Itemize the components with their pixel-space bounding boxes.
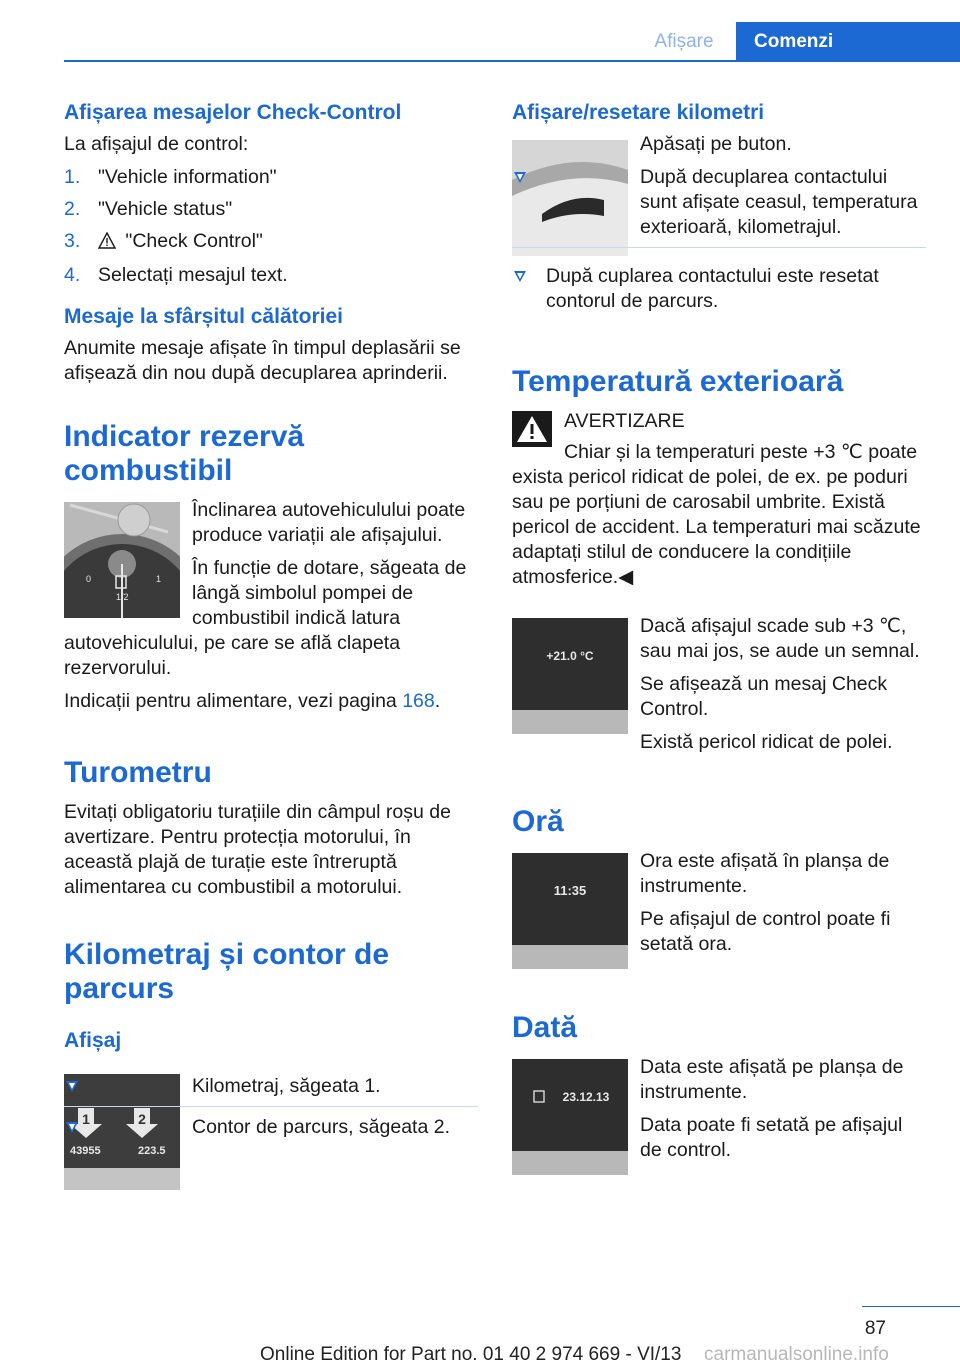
gauge-label-full: 1: [156, 574, 162, 584]
header-tab-chapter: Comenzi: [736, 22, 960, 62]
footer-rule: [862, 1306, 960, 1307]
date-value: 23.12.13: [562, 1090, 610, 1104]
right-column: [512, 100, 926, 1183]
page-link[interactable]: 168: [402, 690, 435, 712]
trip-end-text: Anumite mesaje afișate în timpul deplasării se afișează din nou după decuplarea aprinderii.: [64, 337, 461, 384]
warning-text: Chiar și la temperaturi peste +3 ℃ poate exista pericol ridicat de polei, de ex. pe poduri sau pe porțiuni de carosabil umbrite. Există pericol de accident. La temperaturi mai scăzute adaptați stilul de conducere la condițiile atmosferice.◀: [512, 441, 921, 588]
list-item: [386, 264, 926, 321]
gauge-label-half: 1/2: [116, 592, 129, 602]
clock-p1: Ora este afișată în planșa de instrumente.: [640, 850, 890, 897]
step-text: "Vehicle information": [98, 166, 277, 188]
item-text: După cuplarea contactului este resetat contorul de parcurs.: [546, 265, 879, 312]
temperature-value: +21.0 °C: [546, 649, 594, 663]
clock-title: Oră: [512, 805, 564, 838]
fuel-p3: [64, 689, 478, 714]
fuel-p3-end: .: [434, 690, 441, 712]
warning-icon: [512, 411, 552, 447]
clock-p2: Pe afișajul de control poate fi setată ora.: [640, 908, 891, 955]
header-rule: [64, 60, 960, 62]
odometer-value: 43955: [70, 1145, 101, 1157]
temp-p2: Se afișează un mesaj Check Control.: [640, 673, 888, 720]
reset-title: Afișare/resetare kilometri: [512, 101, 765, 124]
date-title: Dată: [512, 1011, 578, 1044]
item-text: Contor de parcurs, săgeata 2.: [192, 1116, 450, 1138]
arrow-label-1: 1: [82, 1111, 90, 1127]
temperature-display-image: [512, 618, 628, 734]
odo-list: [64, 1060, 478, 1147]
warning-block: [512, 409, 926, 434]
item-text: După decuplarea contactului sunt afișate ceasul, temperatura exterioară, kilometrajul.: [640, 166, 918, 238]
temp-p3: Există pericol ridicat de polei.: [640, 731, 893, 753]
edition-line: Online Edition for Part no. 01 40 2 974 669 - VI/13: [260, 1344, 682, 1365]
list-item: [64, 1074, 478, 1107]
list-item: [64, 1115, 478, 1147]
date-p2: Data poate fi setată pe afișajul de control.: [640, 1114, 903, 1161]
list-item: [64, 165, 478, 190]
list-item: [64, 197, 478, 222]
check-control-intro: La afișajul de control:: [64, 133, 249, 155]
fuel-title: Indicator rezervă combustibil: [64, 420, 305, 487]
reset-p1: Apăsați pe buton.: [640, 133, 792, 155]
triangle-bullet-icon: [66, 1122, 78, 1133]
header-tab-section: Afișare: [654, 31, 714, 52]
triangle-bullet-icon: [66, 1081, 78, 1092]
fuel-p2: În funcție de dotare, săgeata de lângă simbolul pompei de combustibil indică latura autovehiculului, pe care se află clapeta rezervorului.: [64, 557, 467, 679]
trip-end-title: Mesaje la sfârșitul călătoriei: [64, 305, 343, 328]
step-number: 1.: [64, 166, 81, 188]
watermark: carmanualsonline.info: [704, 1344, 889, 1365]
step-number: 4.: [64, 264, 81, 286]
tacho-title: Turometru: [64, 756, 212, 789]
page-number: 87: [864, 1318, 886, 1339]
fuel-p1: Înclinarea autovehiculului poate produce variații ale afișajului.: [192, 499, 466, 546]
list-item: [512, 165, 926, 248]
item-text: Kilometraj, săgeata 1.: [192, 1075, 381, 1097]
check-control-title: Afișarea mesajelor Check-Control: [64, 101, 402, 124]
odo-title: Kilometraj și contor de parcurs: [64, 938, 390, 1005]
step-text: "Check Control": [125, 230, 263, 252]
triangle-bullet-icon: [514, 172, 526, 183]
temp-title: Temperatură exterioară: [512, 365, 844, 398]
trip-value: 223.5: [138, 1145, 166, 1157]
warning-triangle-icon: [98, 231, 120, 256]
temp-p1: Dacă afișajul scade sub +3 ℃, sau mai jos, se aude un semnal.: [640, 615, 920, 662]
clock-display-image: [512, 853, 628, 969]
fuel-gauge-image: [64, 502, 180, 618]
triangle-bullet-icon: [514, 271, 526, 282]
step-number: 2.: [64, 198, 81, 220]
date-p1: Data este afișată pe planșa de instrumente.: [640, 1056, 904, 1103]
step-text: "Vehicle status": [98, 198, 233, 220]
list-item: [64, 229, 478, 256]
arrow-label-2: 2: [138, 1111, 146, 1127]
fuel-p3-text: Indicații pentru alimentare, vezi pagina: [64, 690, 403, 712]
reset-list: [512, 165, 926, 321]
date-display-image: [512, 1059, 628, 1175]
warning-label: AVERTIZARE: [564, 410, 685, 432]
tacho-text: Evitați obligatoriu turațiile din câmpul roșu de avertizare. Pentru protecția motorului, în această plajă de turație este întreruptă alimentarea cu combustibil a motorului.: [64, 801, 451, 898]
step-text: Selectați mesajul text.: [98, 264, 288, 286]
step-number: 3.: [64, 230, 81, 252]
gauge-label-empty: 0: [86, 574, 92, 584]
odo-subtitle: Afișaj: [64, 1029, 122, 1052]
clock-value: 11:35: [553, 883, 587, 898]
